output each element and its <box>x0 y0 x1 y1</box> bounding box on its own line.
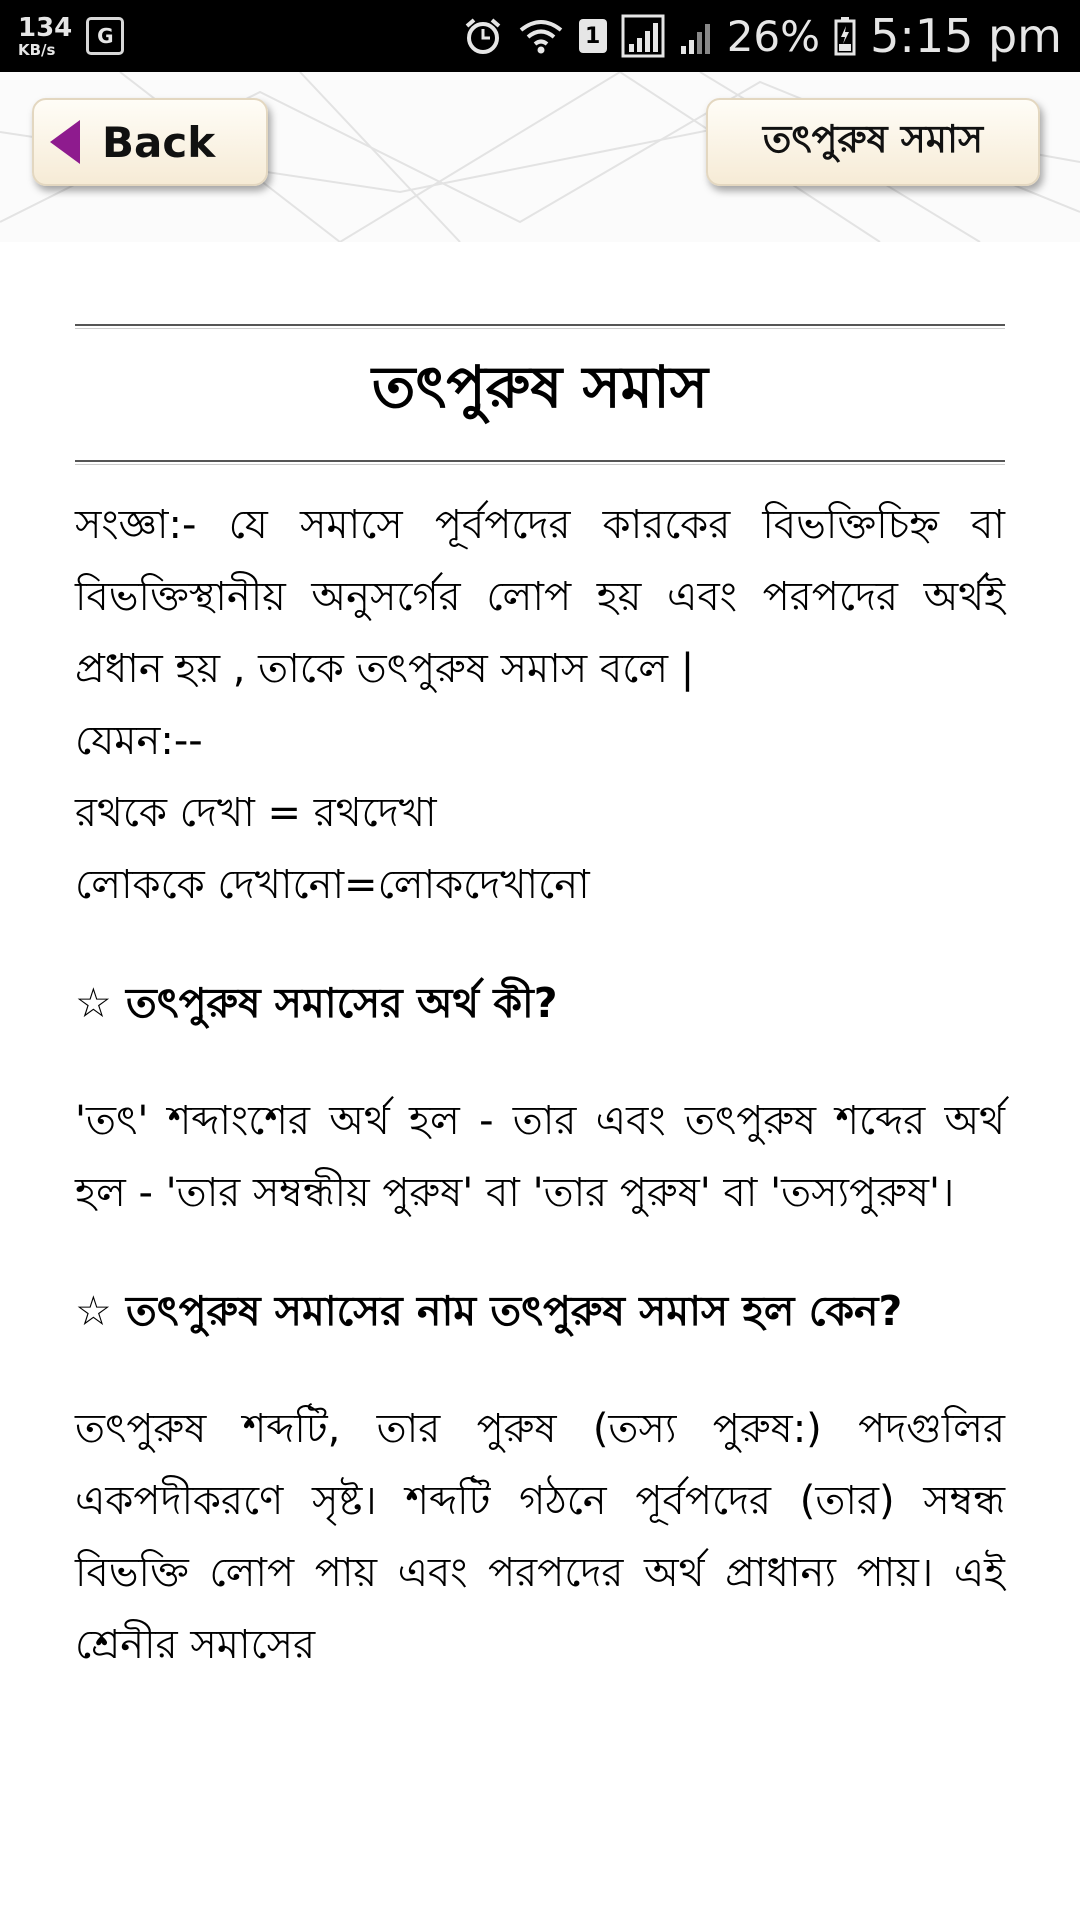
network-speed-value: 134 <box>18 12 73 43</box>
topic-button[interactable] <box>706 98 1040 186</box>
network-speed <box>18 12 73 59</box>
app-header <box>0 72 1080 242</box>
translate-icon: G <box>86 17 124 55</box>
page-title: তৎপুরুষ সমাস <box>371 353 709 421</box>
topic-button-label: তৎপুরুষ সমাস <box>762 117 984 161</box>
example-intro: যেমন:-- <box>75 718 203 764</box>
example-item: রথকে দেখা = রথদেখা <box>75 790 437 836</box>
signal-icon <box>621 14 665 58</box>
section-text: 'তৎ' শব্দাংশের অর্থ হল - তার এবং তৎপুরুষ শব্দের অর্থ হল - 'তার সম্বন্ধীয় পুরুষ' বা 'তার পুরুষ' বা 'তস্যপুরুষ'। <box>75 1098 1005 1216</box>
battery-icon <box>834 16 856 56</box>
section-heading: ☆ তৎপুরুষ সমাসের নাম তৎপুরুষ সমাস হল কেন? <box>75 1287 903 1335</box>
back-arrow-icon <box>50 120 80 164</box>
definition-text: সংজ্ঞা:- যে সমাসে পূর্বপদের কারকের বিভক্তিচিহ্ন বা বিভক্তিস্থানীয় অনুসর্গের লোপ হয় এবং পরপদের অর্থই প্রধান হয় , তাকে তৎপুরুষ সমাস বলে | <box>75 502 1005 692</box>
sim-icon: 1 <box>579 19 607 53</box>
status-bar <box>0 0 1080 72</box>
signal-icon <box>679 16 713 56</box>
article <box>75 242 1005 1681</box>
battery-percent: 26% <box>726 11 821 61</box>
section-heading: ☆ তৎপুরুষ সমাসের অর্থ কী? <box>75 979 558 1027</box>
example-item: লোককে দেখানো=লোকদেখানো <box>75 862 590 908</box>
clock: 5:15 pm <box>870 9 1062 63</box>
network-speed-unit: KB/s <box>18 40 56 59</box>
alarm-icon <box>463 16 503 56</box>
back-button-label: Back <box>102 117 216 167</box>
wifi-icon <box>517 16 565 56</box>
back-button[interactable] <box>32 98 268 186</box>
section-text: তৎপুরুষ শব্দটি, তার পুরুষ (তস্য পুরুষ:) পদগুলির একপদীকরণে সৃষ্ট। শব্দটি গঠনে পূর্বপদের (তার) সম্বন্ধ বিভক্তি লোপ পায় এবং পরপদের অর্থ প্রাধান্য পায়। এই শ্রেনীর সমাসের <box>75 1406 1005 1668</box>
